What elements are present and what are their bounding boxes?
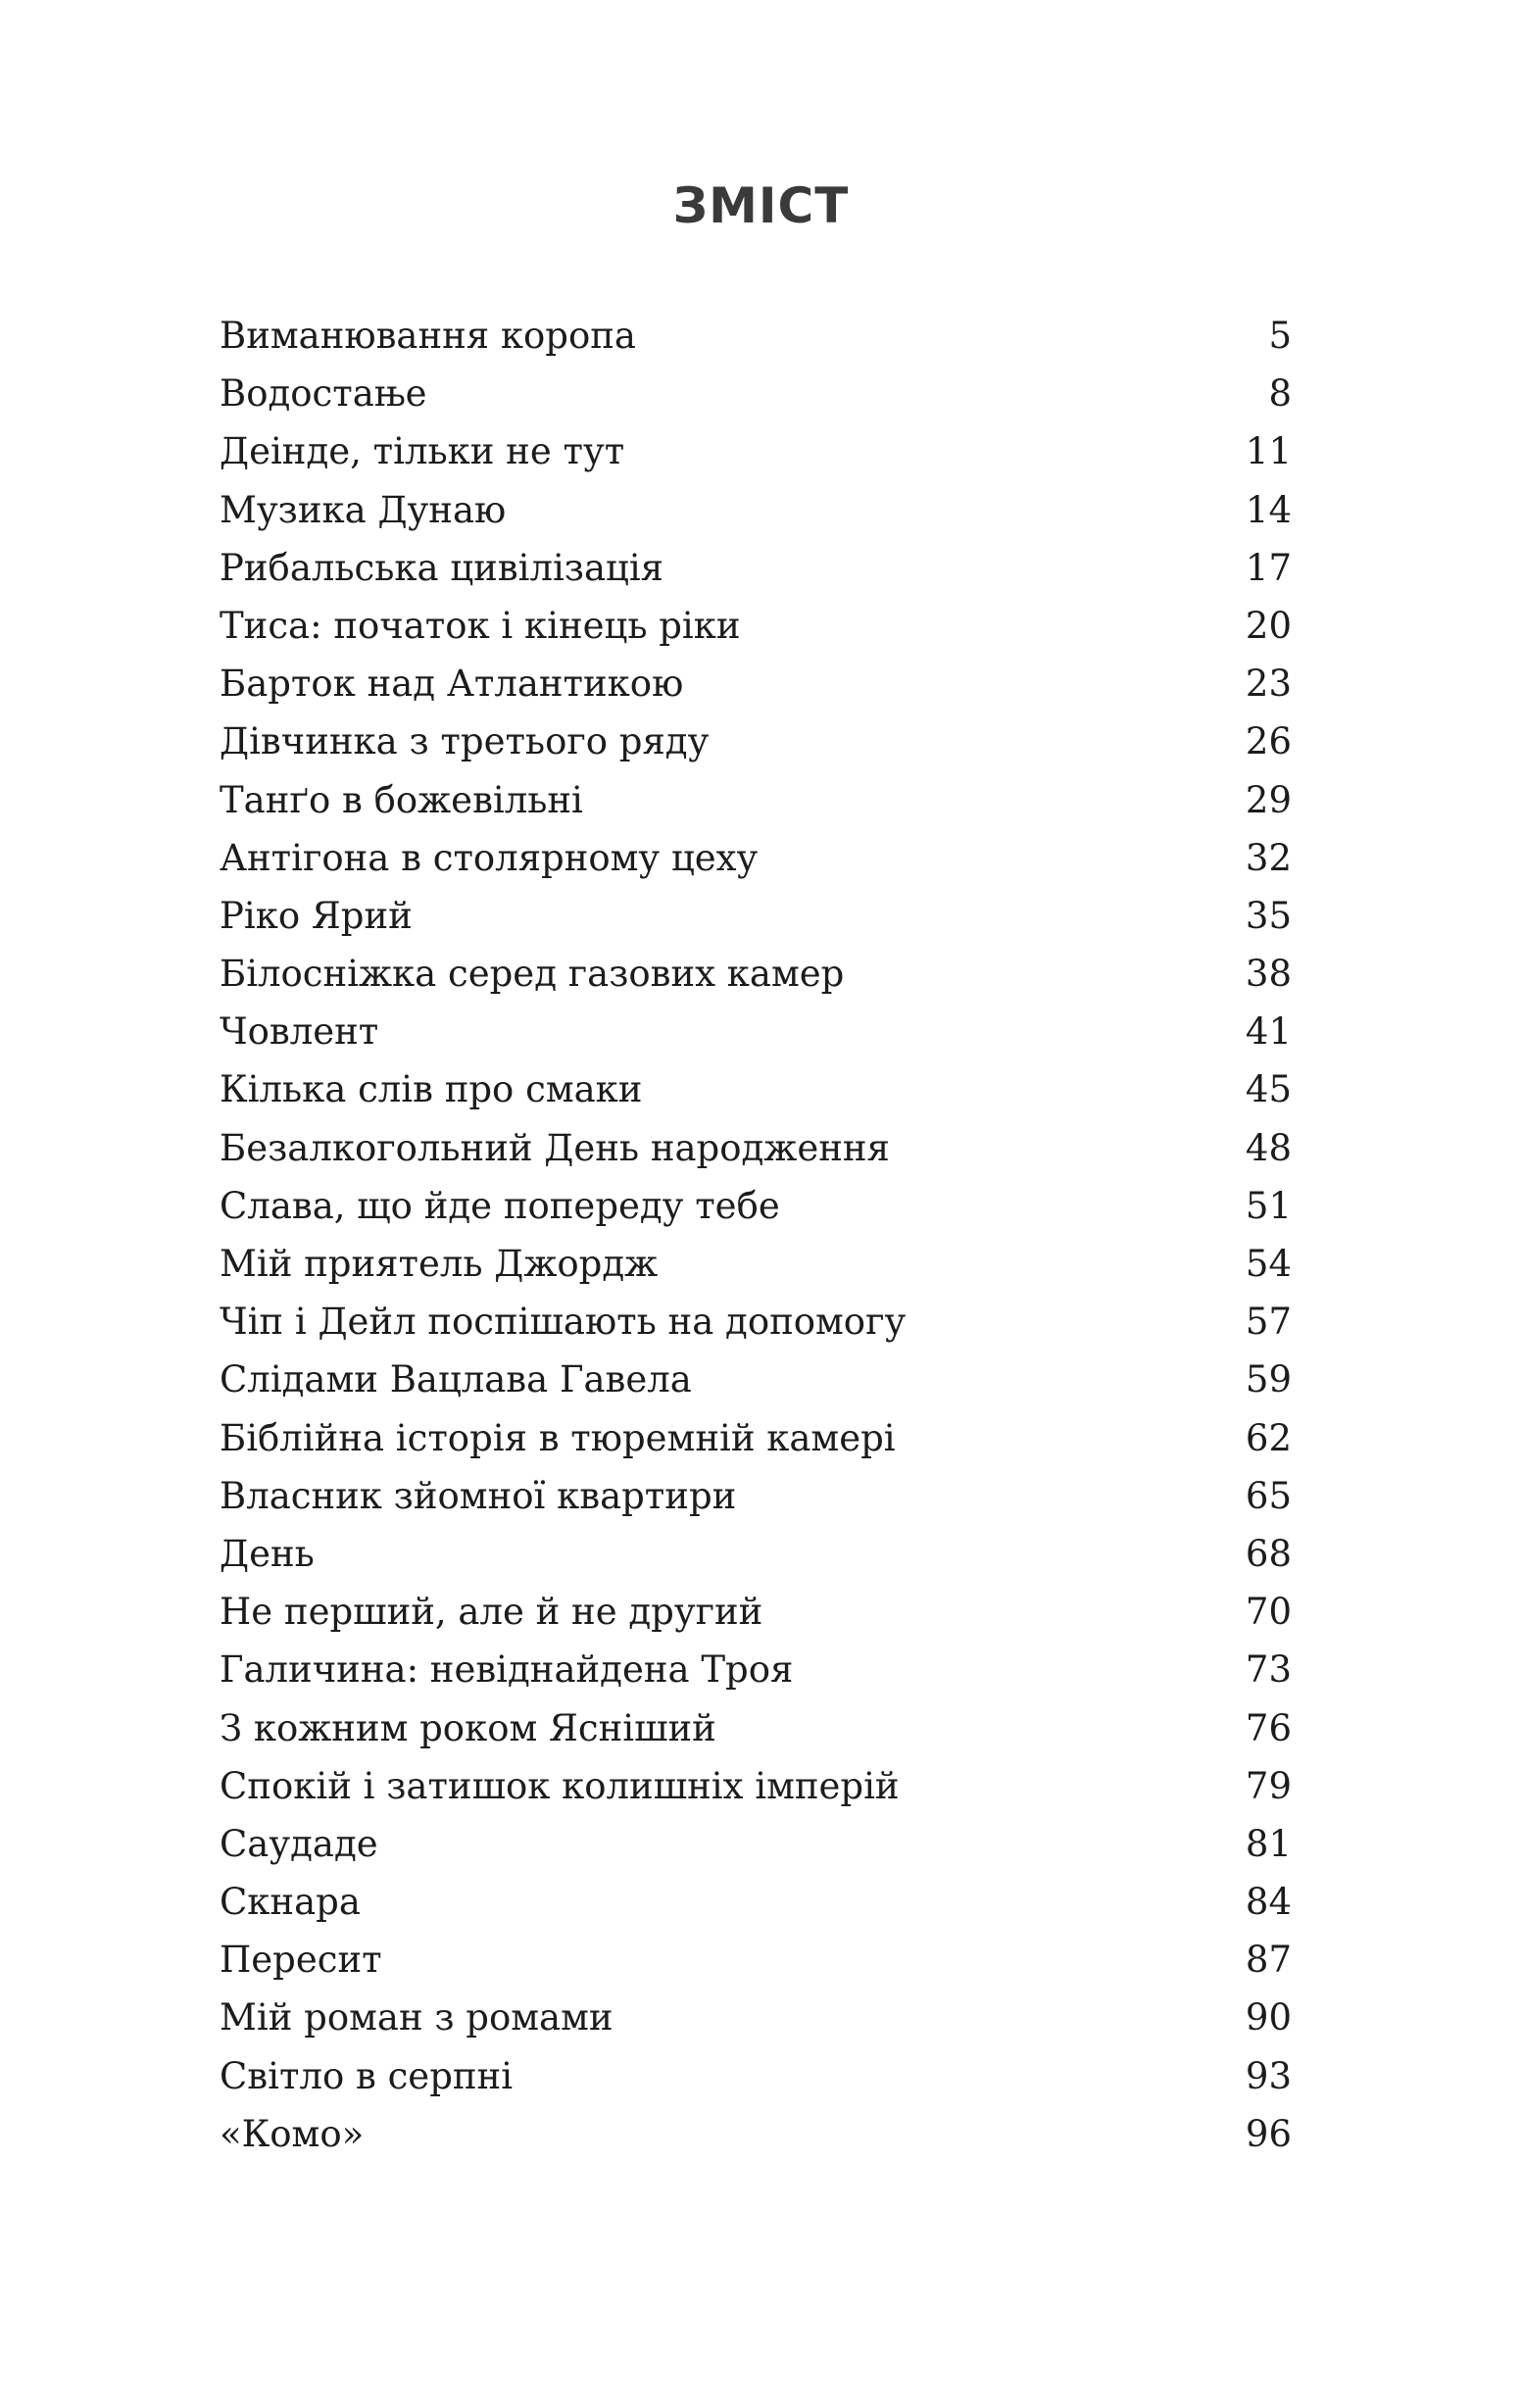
toc-entry-page-number: 65 — [1245, 1474, 1292, 1517]
toc-entry-page-number: 90 — [1245, 1996, 1292, 2039]
toc-entry-title: Музика Дунаю — [220, 488, 507, 531]
toc-entry-title: Водостање — [220, 372, 427, 416]
toc-entry-page-number: 70 — [1245, 1591, 1292, 1634]
toc-entry-title: День — [220, 1532, 315, 1575]
toc-entry-title: Човлент — [220, 1010, 379, 1054]
toc-entry-title: Власник зйомної квартири — [220, 1474, 737, 1517]
toc-entry-title: Деінде, тільки не тут — [220, 430, 625, 473]
toc-entry-page-number: 59 — [1245, 1358, 1292, 1401]
toc-entry — [220, 1003, 1292, 1060]
toc-entry-title: Тиса: початок і кінець ріки — [220, 604, 741, 647]
toc-entry-page-number: 41 — [1245, 1010, 1292, 1054]
toc-entry — [220, 1873, 1292, 1931]
toc-entry-title: Кілька слів про смаки — [220, 1068, 643, 1111]
toc-entry-page-number: 17 — [1245, 546, 1292, 589]
toc-entry — [220, 2047, 1292, 2105]
toc-entry — [220, 771, 1292, 829]
toc-entry-title: Саудаде — [220, 1822, 378, 1865]
toc-entry-title: Дівчинка з третього ряду — [220, 720, 710, 763]
toc-entry-title: Білосніжка серед газових камер — [220, 953, 845, 996]
toc-entry-page-number: 87 — [1245, 1939, 1292, 1982]
toc-entry — [220, 1989, 1292, 2046]
toc-entry-page-number: 11 — [1245, 430, 1292, 473]
toc-entry-title: Чіп і Дейл поспішають на допомогу — [220, 1301, 907, 1344]
table-of-contents — [220, 307, 1292, 2163]
toc-entry — [220, 655, 1292, 713]
toc-entry-title: Танґо в божевільні — [220, 778, 583, 821]
page-title: ЗМІСТ — [672, 177, 850, 234]
toc-entry — [220, 829, 1292, 887]
toc-entry-page-number: 38 — [1245, 953, 1292, 996]
toc-entry-page-number: 62 — [1245, 1416, 1292, 1459]
toc-entry-page-number: 76 — [1245, 1706, 1292, 1749]
toc-entry — [220, 1815, 1292, 1873]
toc-entry-title: Безалкогольний День народження — [220, 1126, 890, 1169]
toc-entry — [220, 1119, 1292, 1177]
toc-entry-title: Скнара — [220, 1881, 361, 1924]
toc-entry — [220, 597, 1292, 655]
toc-entry — [220, 1177, 1292, 1235]
toc-entry-title: Спокій і затишок колишніх імперій — [220, 1764, 900, 1807]
toc-entry-title: Світло в серпні — [220, 2054, 514, 2097]
toc-entry — [220, 422, 1292, 480]
toc-entry — [220, 307, 1292, 365]
toc-entry-page-number: 81 — [1245, 1822, 1292, 1865]
toc-entry — [220, 1467, 1292, 1525]
toc-entry — [220, 1293, 1292, 1351]
toc-entry — [220, 2105, 1292, 2163]
toc-entry-title: Мій приятель Джордж — [220, 1243, 659, 1285]
toc-entry — [220, 713, 1292, 770]
toc-entry-title: Виманювання коропа — [220, 315, 636, 357]
toc-entry-title: Мій роман з ромами — [220, 1996, 614, 2039]
toc-entry-title: З кожним роком Ясніший — [220, 1706, 716, 1749]
toc-entry-title: Барток над Атлантикою — [220, 663, 684, 706]
toc-entry-title: «Комо» — [220, 2112, 365, 2155]
toc-entry-page-number: 68 — [1245, 1532, 1292, 1575]
toc-entry-page-number: 73 — [1245, 1648, 1292, 1692]
toc-entry — [220, 365, 1292, 422]
toc-entry — [220, 1235, 1292, 1293]
toc-entry-page-number: 93 — [1245, 2054, 1292, 2097]
toc-entry — [220, 1351, 1292, 1408]
toc-entry — [220, 1699, 1292, 1757]
toc-entry — [220, 1931, 1292, 1989]
toc-entry-page-number: 84 — [1245, 1881, 1292, 1924]
toc-entry — [220, 481, 1292, 539]
toc-entry — [220, 1641, 1292, 1698]
toc-entry-title: Ріко Ярий — [220, 894, 413, 937]
toc-entry-page-number: 20 — [1245, 604, 1292, 647]
toc-entry-title: Не перший, але й не другий — [220, 1591, 763, 1634]
toc-entry-page-number: 8 — [1268, 372, 1292, 416]
toc-entry-page-number: 5 — [1268, 315, 1292, 357]
toc-entry-page-number: 35 — [1245, 894, 1292, 937]
toc-entry-page-number: 45 — [1245, 1068, 1292, 1111]
toc-entry-title: Рибальська цивілізація — [220, 546, 664, 589]
toc-entry — [220, 1060, 1292, 1118]
toc-entry-page-number: 57 — [1245, 1301, 1292, 1344]
toc-entry-page-number: 32 — [1245, 836, 1292, 879]
toc-entry-title: Пересит — [220, 1939, 382, 1982]
toc-entry-title: Галичина: невіднайдена Троя — [220, 1648, 794, 1692]
toc-entry-title: Біблійна історія в тюремній камері — [220, 1416, 896, 1459]
toc-entry — [220, 1409, 1292, 1467]
toc-entry-page-number: 23 — [1245, 663, 1292, 706]
toc-entry — [220, 1583, 1292, 1641]
toc-entry-title: Слідами Вацлава Гавела — [220, 1358, 692, 1401]
toc-entry-page-number: 29 — [1245, 778, 1292, 821]
toc-entry — [220, 1525, 1292, 1583]
toc-entry-page-number: 51 — [1245, 1184, 1292, 1227]
toc-entry-page-number: 14 — [1245, 488, 1292, 531]
toc-entry-title: Слава, що йде попереду тебе — [220, 1184, 780, 1227]
toc-entry — [220, 1757, 1292, 1815]
toc-entry-page-number: 54 — [1245, 1243, 1292, 1285]
toc-entry-page-number: 26 — [1245, 720, 1292, 763]
toc-entry — [220, 887, 1292, 945]
toc-entry — [220, 945, 1292, 1003]
toc-entry — [220, 539, 1292, 597]
toc-entry-page-number: 79 — [1245, 1764, 1292, 1807]
toc-entry-page-number: 96 — [1245, 2112, 1292, 2155]
toc-entry-page-number: 48 — [1245, 1126, 1292, 1169]
toc-entry-title: Антігона в столярному цеху — [220, 836, 759, 879]
